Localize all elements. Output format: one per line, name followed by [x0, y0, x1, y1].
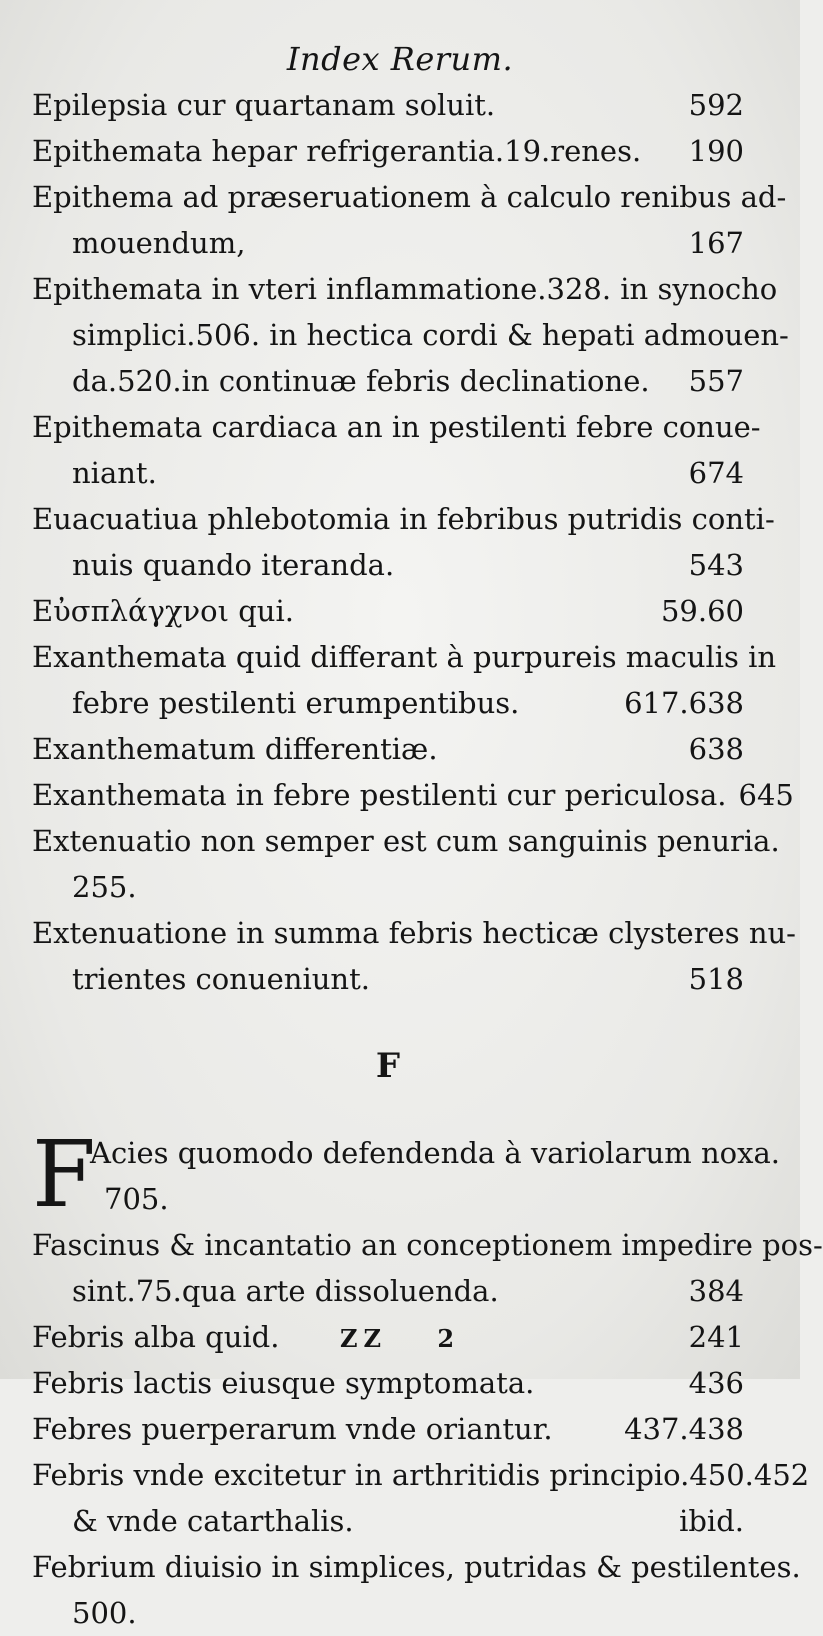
entry-line: [32, 588, 744, 634]
index-entry: [32, 588, 744, 634]
entry-line: [32, 358, 744, 404]
entry-text: nuis quando iteranda.: [72, 548, 395, 582]
entry-line: [32, 220, 744, 266]
entries-e-list: [32, 82, 796, 1002]
entry-line: [90, 1176, 792, 1222]
entry-text: Febres puerperarum vnde oriantur.: [32, 1412, 553, 1446]
page-header: Index Rerum.: [286, 40, 514, 78]
entry-page: 674: [688, 456, 744, 490]
entry-text: Epilepsia cur quartanam soluit.: [32, 88, 496, 122]
entry-line: [32, 910, 796, 956]
entry-text: mouendum,: [72, 226, 246, 260]
signature-folio: 2: [437, 1324, 461, 1353]
entry-line: [32, 1406, 744, 1452]
entry-text: & vnde catarthalis.: [72, 1504, 354, 1538]
index-entry: [32, 818, 780, 910]
entry-text: Exanthemata in febre pestilenti cur periculosa.: [32, 778, 727, 812]
entry-line: [32, 772, 794, 818]
entry-line: [32, 1590, 744, 1636]
entry-line: [32, 1268, 744, 1314]
entry-page: 59.60: [660, 594, 744, 628]
entry-page: 543: [688, 548, 744, 582]
entry-text: simplici.506. in hectica cordi & hepati admouen-: [72, 318, 789, 352]
entry-text: Febris alba quid.: [32, 1320, 280, 1354]
entry-text: Epithemata hepar refrigerantia.19.renes.: [32, 134, 642, 168]
entries-f-list: [32, 1222, 823, 1636]
entry-text: Exanthematum differentiæ.: [32, 732, 438, 766]
index-entries: [32, 82, 823, 1636]
index-entry: [32, 404, 761, 496]
index-entry: [32, 1544, 801, 1636]
index-entry: [32, 634, 777, 726]
entry-text: trientes conueniunt.: [72, 962, 370, 996]
entry-page: ibid.: [679, 1504, 744, 1538]
entry-page: 241: [688, 1320, 744, 1354]
signature-mark: ZZ: [339, 1324, 387, 1353]
entry-page: 437.438: [624, 1412, 744, 1446]
entry-text: Exanthemata quid differant à purpureis maculis in: [32, 640, 777, 674]
entry-text: Euacuatiua phlebotomia in febribus putridis conti-: [32, 502, 775, 536]
entry-text: sint.75.qua arte dissoluenda.: [72, 1274, 499, 1308]
entry-page: 592: [688, 88, 744, 122]
entry-line: [32, 956, 744, 1002]
index-entry: [32, 1222, 823, 1314]
entry-text: febre pestilenti erumpentibus.: [72, 686, 520, 720]
index-entry: [32, 910, 796, 1002]
entry-line: [90, 1130, 792, 1176]
entry-text: Εὐσπλάγχνοι qui.: [32, 594, 294, 628]
entry-line: [32, 818, 780, 864]
entry-line: [32, 726, 744, 772]
index-entry: [32, 174, 787, 266]
entry-line: [32, 680, 744, 726]
entry-line: [32, 174, 787, 220]
entry-page: 167: [688, 226, 744, 260]
entry-line: [32, 634, 777, 680]
entry-page: 518: [688, 962, 744, 996]
index-entry: [32, 128, 744, 174]
section-letter: F: [375, 1046, 401, 1086]
entry-text: Febris lactis eiusque symptomata.: [32, 1366, 535, 1400]
entry-page: 617.638: [624, 686, 744, 720]
index-entry: [32, 496, 775, 588]
entry-page: 384: [688, 1274, 744, 1308]
entry-text: Epithema ad præseruationem à calculo renibus ad-: [32, 180, 787, 214]
entry-line: [32, 1498, 744, 1544]
entry-text: Febrium diuisio in simplices, putridas & pestilentes.: [32, 1550, 801, 1584]
entry-text: Epithemata in vteri inflammatione.328. in synocho: [32, 272, 778, 306]
entry-page: 190: [688, 134, 744, 168]
entry-line: [32, 1544, 801, 1590]
entry-text: Febris vnde excitetur in arthritidis principio.450.452: [32, 1458, 810, 1492]
entry-line: [32, 496, 775, 542]
entry-text: Extenuatio non semper est cum sanguinis penuria.: [32, 824, 780, 858]
entry-page: 645: [738, 778, 794, 812]
entry-line: [32, 82, 744, 128]
entry-line: [32, 542, 744, 588]
first-f-entry: [32, 1121, 780, 1228]
page-footer: [0, 1324, 800, 1353]
entry-line: [32, 266, 778, 312]
entry-text: Extenuatione in summa febris hecticæ clysteres nu-: [32, 916, 796, 950]
entry-line: [32, 864, 744, 910]
entry-text: Acies quomodo defendenda à variolarum noxa.: [90, 1136, 780, 1170]
entry-text: 705.: [104, 1182, 169, 1216]
entry-text: niant.: [72, 456, 157, 490]
index-entry: [32, 1406, 744, 1452]
entry-line: [32, 1452, 810, 1498]
index-entry: [32, 266, 789, 404]
entry-page: 436: [688, 1366, 744, 1400]
drop-cap: F: [32, 1121, 96, 1228]
entry-line: [32, 1222, 823, 1268]
entry-text: 500.: [72, 1596, 137, 1630]
first-f-entry-body: [90, 1130, 792, 1222]
entry-page: 638: [688, 732, 744, 766]
index-entry: [32, 1360, 744, 1406]
index-entry: [32, 726, 744, 772]
entry-line: [32, 404, 761, 450]
index-entry: [32, 1452, 810, 1544]
entry-line: [32, 450, 744, 496]
entry-text: 255.: [72, 870, 137, 904]
entry-text: Epithemata cardiaca an in pestilenti febre conue-: [32, 410, 761, 444]
index-entry: [32, 82, 744, 128]
entry-page: 557: [688, 364, 744, 398]
entry-text: Fascinus & incantatio an conceptionem impedire pos-: [32, 1228, 823, 1262]
entry-text: da.520.in continuæ febris declinatione.: [72, 364, 650, 398]
entry-line: [32, 312, 789, 358]
entry-line: [32, 128, 744, 174]
entry-line: [32, 1360, 744, 1406]
index-entry: [32, 772, 794, 818]
